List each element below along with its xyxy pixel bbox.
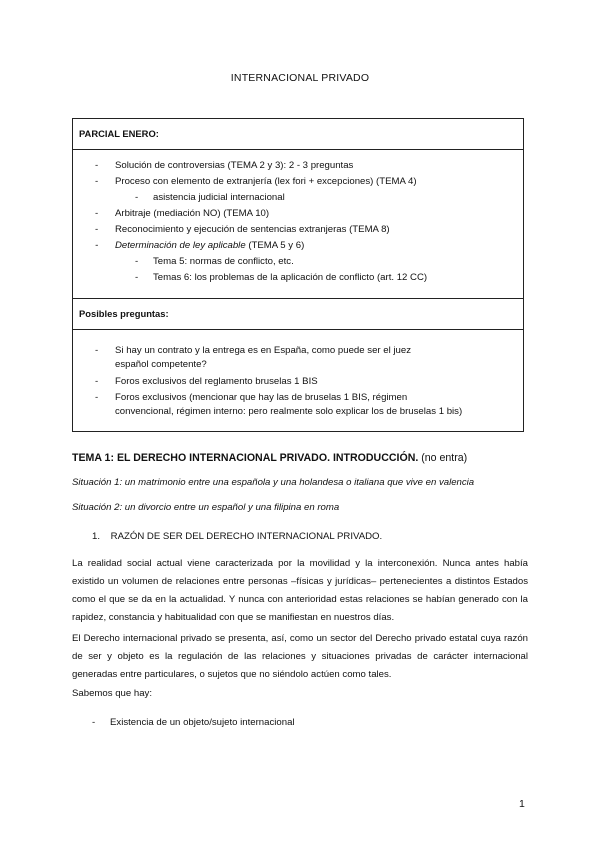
final-list [72, 716, 472, 732]
tema-heading: TEMA 1: EL DERECHO INTERNACIONAL PRIVADO. INTRODUCCIÓN. (no entra) [72, 452, 468, 464]
list-item: - asistencia judicial internacional [135, 192, 285, 203]
parcial-enero-box [72, 118, 524, 299]
list-item: - Si hay un contrato y la entrega es en España, como puede ser el juez español competente? [95, 345, 411, 370]
list-item: - Determinación de ley aplicable (TEMA 5 y 6) [95, 240, 305, 251]
list-item: - Temas 6: los problemas de la aplicación de conflicto (art. 12 CC) [135, 272, 428, 283]
sabemos-text: Sabemos que hay: [72, 688, 153, 699]
preguntas-list [73, 344, 523, 422]
list-item: - Proceso con elemento de extranjería (lex fori + excepciones) (TEMA 4) [95, 176, 417, 187]
list-item: - Foros exclusivos del reglamento bruselas 1 BIS [95, 376, 318, 387]
paragraph: La realidad social actual viene caracterizada por la movilidad y la interconexión. Nunca antes había existido un volumen de relaciones entre personas –físicas y jurídicas– pertenecientes a distintos Estados como el que se da en la actualidad. Y nunca con anterioridad estas relaciones se habían generado con la rapidez, constancia y habitualidad con que se manifiestan en nuestros días. [72, 558, 528, 623]
box-header: PARCIAL ENERO: [73, 119, 523, 150]
list-item: - Reconocimiento y ejecución de sentencias extranjeras (TEMA 8) [95, 224, 390, 235]
section-heading: 1. RAZÓN DE SER DEL DERECHO INTERNACIONAL PRIVADO. [92, 531, 383, 542]
situacion-2: Situación 2: un divorcio entre un español y una filipina en roma [72, 502, 340, 513]
list-item: - Solución de controversias (TEMA 2 y 3): 2 - 3 preguntas [95, 160, 354, 171]
parcial-list [73, 159, 523, 287]
page-title: INTERNACIONAL PRIVADO [230, 72, 370, 84]
list-item: - Tema 5: normas de conflicto, etc. [135, 256, 294, 267]
list-item: - Existencia de un objeto/sujeto internacional [92, 717, 295, 728]
situacion-1: Situación 1: un matrimonio entre una española y una holandesa o italiana que vive en valencia [72, 477, 475, 488]
box-header: Posibles preguntas: [73, 299, 523, 330]
list-item: - Arbitraje (mediación NO) (TEMA 10) [95, 208, 270, 219]
list-item: - Foros exclusivos (mencionar que hay las de bruselas 1 BIS, régimen convencional, régimen interno: pero realmente solo explicar los de bruselas 1 bis) [95, 392, 463, 417]
page-number: 1 [519, 798, 525, 810]
posibles-preguntas-box [72, 298, 524, 432]
paragraph: El Derecho internacional privado se presenta, así, como un sector del Derecho privado estatal cuya razón de ser y objeto es la regulación de las relaciones y situaciones privadas de carácter internacional generadas entre particulares, o sujetos que no siéndolo actúen como tales. [72, 633, 528, 680]
